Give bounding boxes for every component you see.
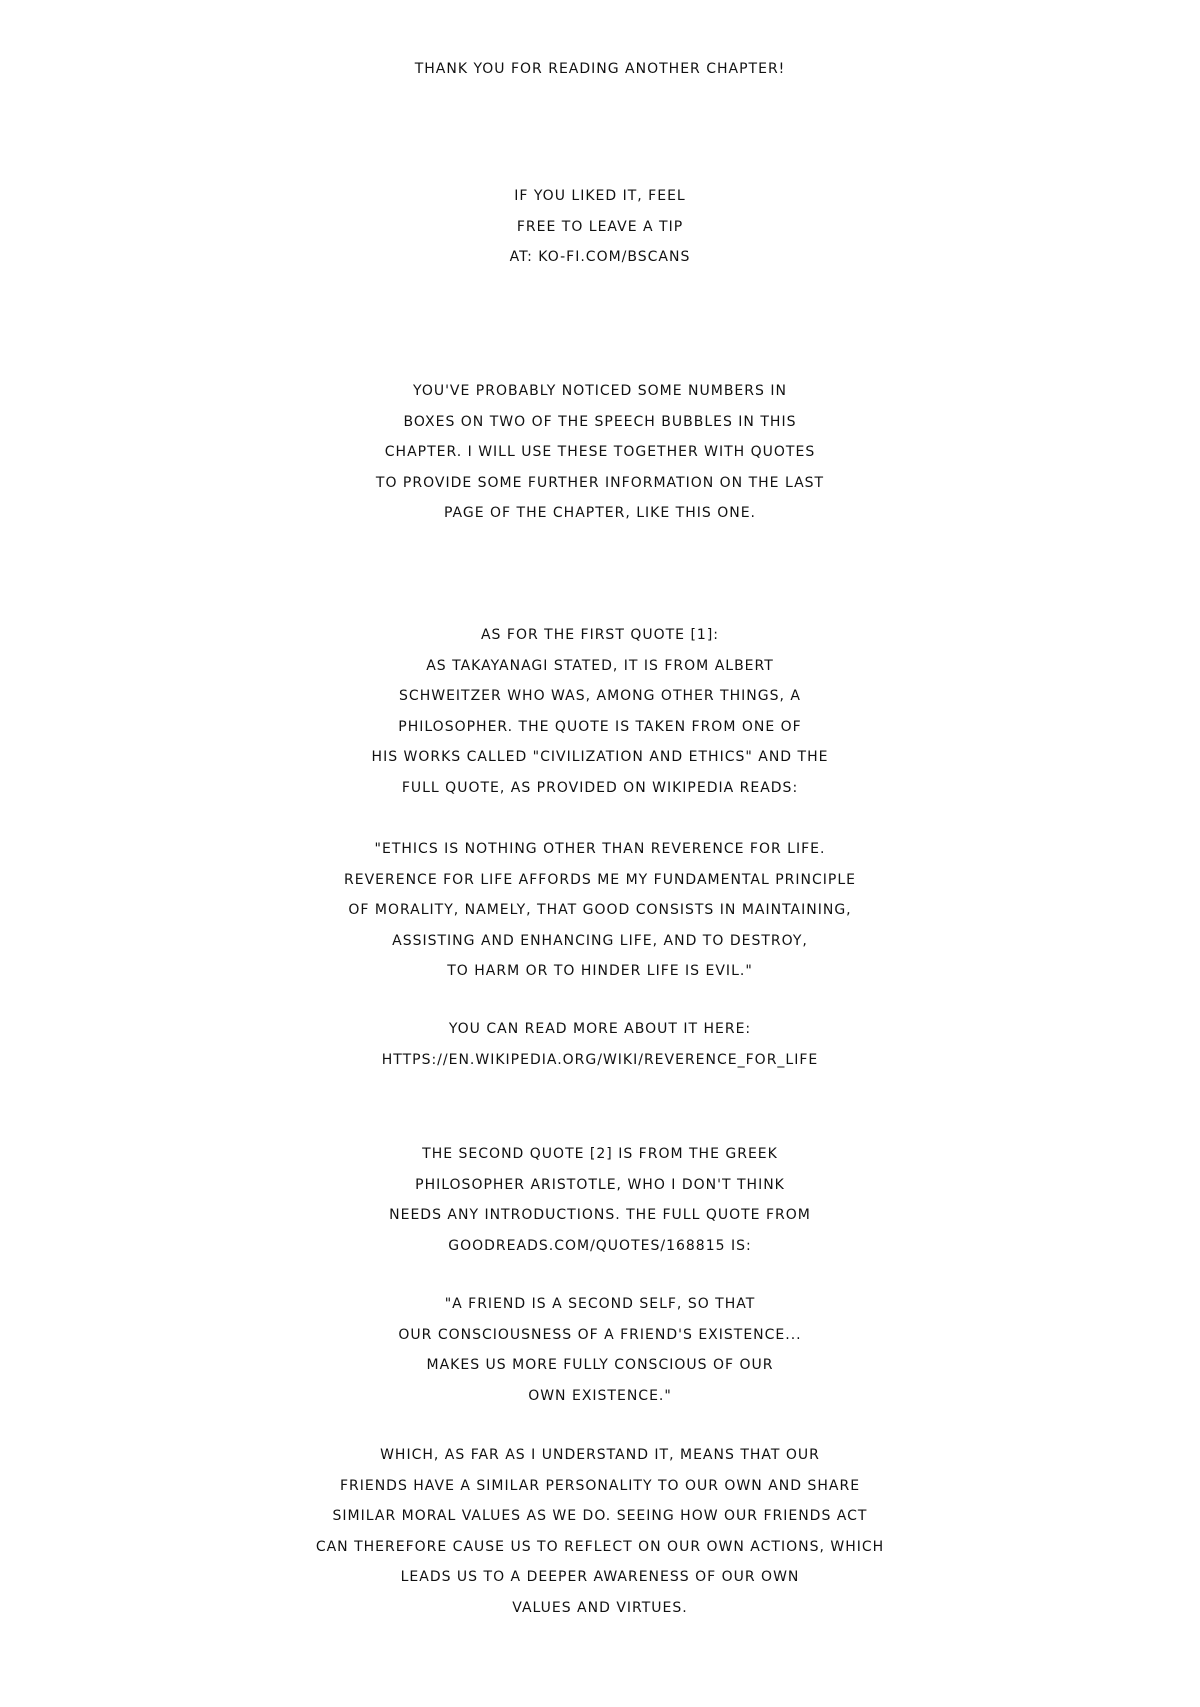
first-quote-intro-line: AS TAKAYANAGI STATED, IT IS FROM ALBERT	[426, 657, 774, 674]
first-quote-intro-line: SCHWEITZER WHO WAS, AMONG OTHER THINGS, A	[399, 688, 801, 704]
second-quote-line: OUR CONSCIOUSNESS OF A FRIEND'S EXISTENCE...	[398, 1326, 802, 1343]
tip-paragraph	[0, 181, 1200, 273]
second-quote-line: "A FRIEND IS A SECOND SELF, SO THAT	[444, 1296, 756, 1312]
second-quote-intro-line: NEEDS ANY INTRODUCTIONS. THE FULL QUOTE FROM	[389, 1207, 811, 1223]
tip-line: IF YOU LIKED IT, FEEL	[514, 188, 686, 204]
second-quote-intro-line: THE SECOND QUOTE [2] IS FROM THE GREEK	[422, 1146, 778, 1162]
read-more-link: HTTPS://EN.WIKIPEDIA.ORG/WIKI/REVERENCE_FOR_LIFE	[381, 1051, 819, 1068]
first-quote-intro-line: PHILOSOPHER. THE QUOTE IS TAKEN FROM ONE OF	[398, 718, 802, 735]
first-quote-paragraph	[0, 834, 1200, 987]
intro-line: YOU'VE PROBABLY NOTICED SOME NUMBERS IN	[413, 383, 787, 399]
first-quote-line: "ETHICS IS NOTHING OTHER THAN REVERENCE FOR LIFE.	[374, 841, 826, 857]
first-quote-line: OF MORALITY, NAMELY, THAT GOOD CONSISTS IN MAINTAINING,	[348, 902, 852, 918]
intro-line: BOXES ON TWO OF THE SPEECH BUBBLES IN THIS	[403, 413, 797, 430]
second-quote-line: OWN EXISTENCE."	[528, 1387, 672, 1404]
closing-line: VALUES AND VIRTUES.	[512, 1599, 688, 1616]
intro-line: TO PROVIDE SOME FURTHER INFORMATION ON THE LAST	[375, 474, 825, 491]
thank-you-heading	[0, 54, 1200, 85]
heading-line: THANK YOU FOR READING ANOTHER CHAPTER!	[414, 61, 786, 77]
read-more-paragraph	[0, 1014, 1200, 1075]
first-quote-line: REVERENCE FOR LIFE AFFORDS ME MY FUNDAMENTAL PRINCIPLE	[344, 871, 856, 888]
closing-line: LEADS US TO A DEEPER AWARENESS OF OUR OWN	[400, 1569, 800, 1585]
first-quote-intro-line: AS FOR THE FIRST QUOTE [1]:	[480, 627, 720, 643]
intro-line: CHAPTER. I WILL USE THESE TOGETHER WITH QUOTES	[384, 444, 816, 460]
tip-line: AT: KO-FI.COM/BSCANS	[509, 249, 691, 265]
closing-line: FRIENDS HAVE A SIMILAR PERSONALITY TO OUR OWN AND SHARE	[339, 1477, 861, 1494]
closing-line: CAN THEREFORE CAUSE US TO REFLECT ON OUR OWN ACTIONS, WHICH	[315, 1538, 885, 1555]
read-more-line: YOU CAN READ MORE ABOUT IT HERE:	[448, 1021, 752, 1037]
closing-line: WHICH, AS FAR AS I UNDERSTAND IT, MEANS THAT OUR	[380, 1447, 820, 1463]
first-quote-intro-paragraph	[0, 620, 1200, 803]
first-quote-intro-line: FULL QUOTE, AS PROVIDED ON WIKIPEDIA READS:	[401, 779, 799, 796]
tip-line: FREE TO LEAVE A TIP	[516, 218, 684, 235]
first-quote-line: ASSISTING AND ENHANCING LIFE, AND TO DESTROY,	[392, 932, 808, 949]
second-quote-intro-paragraph	[0, 1139, 1200, 1261]
closing-line: SIMILAR MORAL VALUES AS WE DO. SEEING HOW OUR FRIENDS ACT	[332, 1508, 868, 1524]
second-quote-line: MAKES US MORE FULLY CONSCIOUS OF OUR	[426, 1357, 774, 1373]
second-quote-intro-line: GOODREADS.COM/QUOTES/168815 IS:	[448, 1237, 752, 1254]
second-quote-paragraph	[0, 1289, 1200, 1411]
closing-paragraph	[0, 1440, 1200, 1623]
first-quote-intro-line: HIS WORKS CALLED "CIVILIZATION AND ETHICS" AND THE	[371, 749, 829, 765]
second-quote-intro-line: PHILOSOPHER ARISTOTLE, WHO I DON'T THINK	[415, 1176, 785, 1193]
first-quote-line: TO HARM OR TO HINDER LIFE IS EVIL."	[447, 963, 753, 979]
intro-line: PAGE OF THE CHAPTER, LIKE THIS ONE.	[443, 505, 756, 521]
intro-paragraph	[0, 376, 1200, 529]
